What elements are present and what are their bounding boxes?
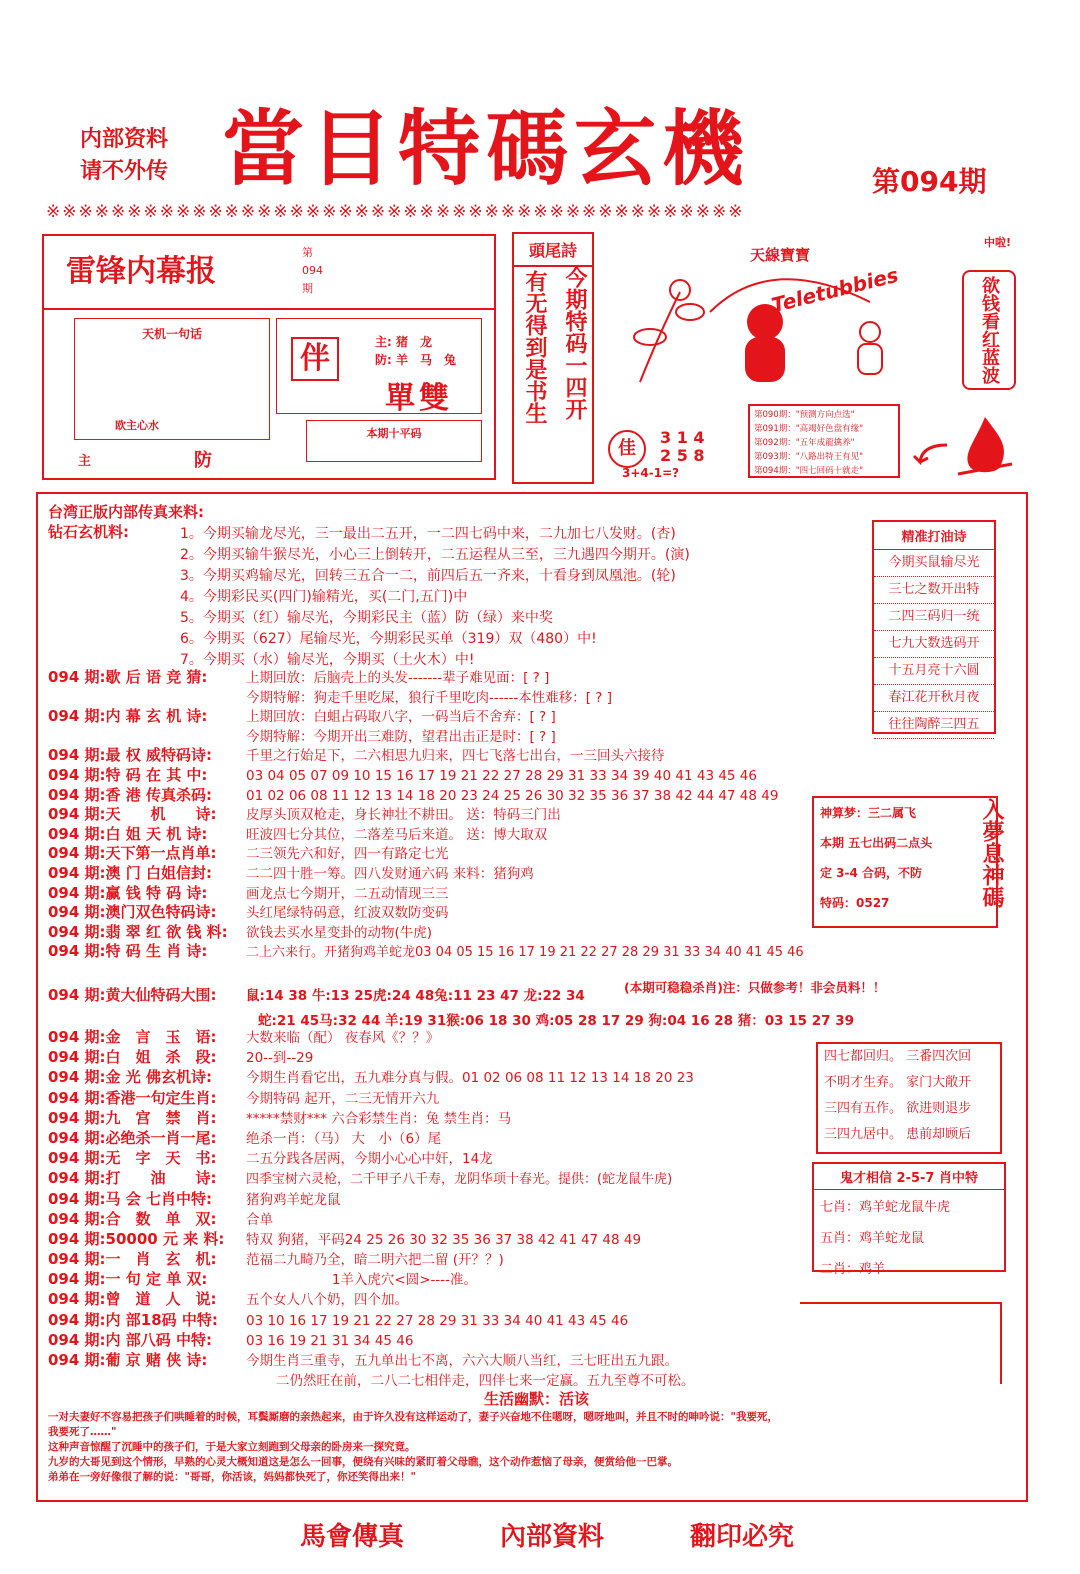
history-item: 第090期："预测方向点选" (754, 410, 855, 420)
page-title: 當目特碼玄機 (222, 101, 751, 197)
data-line (48, 1349, 808, 1369)
diamond-list (180, 524, 690, 671)
data-line (48, 940, 828, 960)
red-blue-banner: 欲钱看红蓝波 (962, 270, 1016, 390)
formula: 3+4-1=? (622, 466, 680, 480)
data-line (48, 1228, 808, 1248)
dream-line: 神算梦：三二属飞 (820, 806, 917, 820)
source-line: 钻石玄机料: (48, 523, 129, 541)
line-value: 1羊入虎穴<圆>----准。 (246, 1272, 478, 1289)
zhu-label: 主: (375, 335, 392, 349)
data-line (48, 1127, 808, 1147)
line-label: 094 期:合 数 单 双: (48, 1209, 217, 1228)
huangdaxian-note: (本期可稳稳杀肖)注：只做参考！非会员料！！ (624, 980, 886, 995)
line-value: 01 02 06 08 11 12 13 14 18 20 23 24 25 26 30 32 35 36 37 38 42 44 47 48 49 (246, 787, 779, 804)
humor-paragraph: 这种声音惊醒了沉睡中的孩子们，于是大家立刻跑到父母亲的卧房来一探究竟。 (48, 1441, 416, 1453)
ghost-line: 二肖：鸡羊 (820, 1262, 886, 1277)
data-line (48, 1046, 808, 1066)
line-value: 03 10 16 17 19 21 22 27 28 29 31 33 34 40 41 43 45 46 (246, 1312, 629, 1329)
teletubby-small-icon (858, 322, 882, 374)
poem-box (512, 232, 594, 484)
issue-label: 第 (302, 246, 313, 259)
fang-label: 防: (375, 353, 392, 367)
line-label: 094 期:打 油 诗: (48, 1169, 217, 1188)
line-value: 五个女人八个奶，四个加。 (246, 1292, 408, 1309)
line-value: 二上六来行。开猪狗鸡羊蛇龙03 04 05 15 16 17 19 21 22 27 28 29 31 33 34 40 41 45 46 (246, 945, 804, 961)
humor-paragraph: 弟弟在一旁好像很了解的说："哥哥，你活该，妈妈都快死了，你还笑得出来！" (48, 1471, 416, 1483)
humor-body (48, 1410, 788, 1485)
line-value: 03 04 05 07 09 10 15 16 17 19 21 22 27 28 29 31 33 34 39 40 41 43 45 46 (246, 767, 757, 784)
couplet-line: 三四有五作。 欲进则退步 (824, 1101, 972, 1116)
data-line (48, 1288, 808, 1308)
shima-title: 本期十平码 (366, 427, 422, 440)
ghost-title: 鬼才相信 2-5-7 肖中特 (814, 1164, 1004, 1190)
line-value: 今期特码 起开，二三无情开六九 (246, 1090, 440, 1107)
internal-note: 内部资料 (80, 127, 169, 152)
line-label: 094 期:马 会 七肖中特: (48, 1189, 212, 1208)
data-line (48, 803, 828, 823)
data-line (48, 784, 828, 804)
fang-row (375, 351, 456, 368)
line-value: 欲钱去买水星变卦的动物(牛虎) (246, 924, 433, 941)
huangdaxian-row2: 蛇:21 45马:32 44 羊:19 31猴:06 18 30 鸡:05 28 17 29 狗:04 16 28 猪：03 15 27 39 (258, 1013, 855, 1029)
single-double: 單雙 (385, 381, 453, 416)
side-poem-line: 春江花开秋月夜 (874, 685, 994, 712)
side-poem-title: 精准打油诗 (874, 522, 994, 550)
no-share-note: 请不外传 (80, 159, 169, 184)
side-poem-list (874, 550, 994, 739)
line-label: 094 期:内 幕 玄 机 诗: (48, 707, 208, 726)
data-line (48, 842, 828, 862)
huangdaxian-row1: 鼠:14 38 牛:13 25虎:24 48兔:11 23 47 龙:22 34 (246, 988, 585, 1004)
history-item: 第093期："八路出特王有见" (754, 452, 864, 462)
line-value: 今期特解：狗走千里吃屎，狼行千里吃肉------本性难移：[ ? ] (246, 689, 613, 706)
data-line (48, 1167, 808, 1187)
line-label: 094 期:金 光 佛玄机诗: (48, 1068, 212, 1087)
data-line (48, 1107, 808, 1127)
line-label: 094 期:50000 元 来 料: (48, 1229, 225, 1248)
line-value: 皮厚头顶双枪走，身长神壮不耕田。 送：特码三门出 (246, 807, 561, 824)
data-line (48, 1268, 808, 1288)
lines-block-2 (48, 1026, 808, 1389)
data-line (48, 1329, 808, 1349)
data-line (48, 725, 828, 745)
header-left-note (80, 124, 168, 188)
partner-box (276, 318, 482, 414)
diamond-item: 3。今期买鸡输尽光，回转三五合一二，前四后五一齐来，十看身到凤凰池。(轮) (180, 568, 676, 584)
line-value: 四季宝树六灵枪，二千甲子八千寿，龙阴华项十春光。提供：(蛇龙鼠牛虎) (246, 1172, 673, 1188)
xinshui-label: 欧主心水 (115, 419, 159, 432)
footer-internal: 內部資料 (500, 1522, 605, 1552)
line-value: 旺波四七分其位，二落差马后来道。 送：博大取双 (246, 826, 548, 843)
line-value: 今期特解：今期开出三难防，望君出击正是时：[ ? ] (246, 728, 556, 745)
dream-box (812, 796, 998, 928)
lines-block-1 (48, 666, 828, 960)
data-line (48, 1248, 808, 1268)
line-value: 二仍然旺在前，二八二七相伴走，四伴七来一定赢。五九至尊不可松。 (246, 1373, 695, 1390)
line-label: 094 期:天下第一点肖单: (48, 844, 217, 863)
fire-icon (950, 412, 1020, 482)
history-item: 第094期："四七回码十就走" (754, 466, 864, 476)
numbers-bottom: 2 5 8 (660, 446, 705, 465)
line-label: 094 期:白 姐 天 机 诗: (48, 824, 208, 843)
line-label: 094 期:内 部18码 中特: (48, 1310, 218, 1329)
data-line (48, 862, 828, 882)
side-poem-line: 七九大数选码开 (874, 631, 994, 658)
line-label: 094 期:天 机 诗: (48, 805, 217, 824)
line-label: 094 期:白 姐 杀 段: (48, 1048, 217, 1067)
line-value: 头红尾绿特码意，红波双数防变码 (246, 905, 449, 922)
data-line (48, 1026, 808, 1046)
issue-number: 第094期 (872, 165, 987, 198)
line-label: 094 期:必绝杀一肖一尾: (48, 1128, 217, 1147)
line-value: 今期生肖看它出，五九难分真与假。01 02 06 08 11 12 13 14 18 20 23 (246, 1070, 694, 1087)
line-value: 上期回放：白蛆占码取八字，一码当后不舍弃：[ ? ] (246, 709, 556, 726)
zhu-val: 猪 龙 (396, 335, 433, 349)
line-value: 二三领先六和好，四一有路定七光 (246, 846, 449, 863)
diamond-item: 4。今期彩民买(四门)输精光，买(二门,五门)中 (180, 589, 468, 605)
side-poem-line: 二四三码归一统 (874, 604, 994, 631)
issue-unit: 期 (302, 282, 313, 295)
line-label: 094 期:香港一句定生肖: (48, 1088, 217, 1107)
diamond-item: 2。今期买输牛猴尽光，小心三上倒转开，二五运程从三至，三九遇四今期开。(演) (180, 547, 690, 563)
diamond-item: 7。今期买（水）输尽光，今期买（土火木）中! (180, 652, 475, 668)
line-label: 094 期:澳 门 白姐信封: (48, 863, 212, 882)
footer-fax: 馬會傳真 (300, 1522, 405, 1552)
ghost-line: 五肖：鸡羊蛇龙鼠 (820, 1231, 925, 1246)
history-item: 第091期："高竭好色盘有缘" (754, 424, 864, 434)
panel-title: 雷锋内幕报 (66, 254, 216, 289)
line-label: 094 期:曾 道 人 说: (48, 1290, 217, 1309)
tianji-box (74, 318, 270, 440)
data-line (48, 921, 828, 941)
huangdaxian-label: 094 期:黄大仙特码大围: (48, 986, 217, 1004)
couplet-line: 三四九居中。 患前却顾后 (824, 1127, 972, 1142)
line-label: 094 期:内 部八码 中特: (48, 1330, 212, 1349)
dream-line: 特码：0527 (820, 896, 890, 910)
char-badge: 佳 (608, 430, 646, 468)
data-line (48, 764, 828, 784)
line-value: 绝杀一肖：（马） 大 小（6）尾 (246, 1130, 442, 1147)
line-label: 094 期:赢 钱 特 码 诗: (48, 883, 208, 902)
line-value: 特双 狗猪，平码24 25 26 30 32 35 36 37 38 42 41 47 48 49 (246, 1231, 642, 1248)
side-poem-line: 三七之数开出特 (874, 577, 994, 604)
data-line (48, 1147, 808, 1167)
data-line (48, 705, 828, 725)
numbers-top: 3 1 4 (660, 428, 705, 447)
line-value: 03 16 19 21 31 34 45 46 (246, 1332, 414, 1349)
line-value: 范福二九畸乃全，暗二明六把二留 (开？？) (246, 1252, 504, 1269)
line-value: 猪狗鸡羊蛇龙鼠 (246, 1191, 341, 1208)
arrow-icon (912, 440, 952, 470)
shima-box (306, 420, 482, 462)
dream-line: 本期 五七出码二点头 (820, 836, 933, 850)
side-poem-line: 十五月亮十六圆 (874, 658, 994, 685)
data-line (48, 823, 828, 843)
humor-paragraph: 九岁的大哥见到这个情形，早熟的心灵大概知道这是怎么一回事，便绕有兴味的紧盯着父母瞧，这个动作惹恼了母亲，便赏给他一巴掌。 (48, 1456, 678, 1468)
line-label: 094 期:一 句 定 单 双: (48, 1270, 208, 1289)
line-label: 094 期:特 码 生 肖 诗: (48, 942, 208, 961)
tianji-title: 天机一句话 (141, 327, 202, 341)
data-line (48, 882, 828, 902)
dream-title: 入夢息神碼 (979, 798, 1005, 908)
side-poem-box (872, 520, 996, 734)
data-line (48, 686, 828, 706)
teletubbies-cn: 天線寶寶 (750, 246, 811, 264)
ghost-box (812, 1162, 1006, 1277)
data-line (48, 1087, 808, 1107)
flower-icon (634, 280, 704, 382)
data-line (48, 1066, 808, 1086)
line-value: 二五分践各居两，今期小心心中奸，14龙 (246, 1151, 493, 1168)
data-line (48, 1208, 808, 1228)
panel-issue (302, 244, 323, 298)
poem-col-left: 有无得到是书生 (522, 270, 547, 424)
poem-col-right: 今期特码一四开 (562, 266, 587, 420)
ghost-line: 七肖：鸡羊蛇龙鼠牛虎 (820, 1200, 951, 1215)
right-bracket (800, 1302, 1002, 1384)
teletubbies-area (600, 232, 940, 482)
line-label: 094 期:歇 后 语 竞 猜: (48, 668, 208, 686)
diamond-item: 6。今期买（627）尾输尽光，今期彩民买单（319）双（480）中! (180, 631, 597, 647)
data-line (48, 1188, 808, 1208)
source-line: 台湾正版内部传真来料: (48, 503, 204, 521)
humor-title: 生活幽默：活该 (484, 1390, 590, 1408)
side-poem-line: 往往陶醉三四五 (874, 712, 994, 739)
side-poem-line: 今期买鼠输尽光 (874, 550, 994, 577)
line-value: 二二四十胜一筹。四八发财通六码 来料：猪狗鸡 (246, 865, 534, 882)
data-line (48, 666, 828, 686)
line-label: 094 期:澳门双色特码诗: (48, 903, 217, 922)
line-label: 094 期:翡 翠 红 欲 钱 料: (48, 922, 228, 941)
right-top-note: 中啦! (984, 236, 1012, 249)
dream-line: 定 3-4 合码，不防 (820, 866, 923, 880)
line-value: *****禁财*** 六合彩禁生肖：兔 禁生肖：马 (246, 1110, 512, 1127)
couplet-box (816, 1042, 1002, 1154)
line-label: 094 期:最 权 威特码诗: (48, 746, 212, 765)
zhu-mark: 主 (78, 454, 92, 469)
teletubbies-en: Teletubbies (769, 262, 901, 318)
leifeng-panel (42, 234, 496, 480)
line-label: 094 期:九 宫 禁 肖: (48, 1108, 217, 1127)
huangdaxian-block (48, 980, 988, 1029)
couplet-line: 不明才生弃。 家门大敞开 (824, 1075, 972, 1090)
line-value: 20--到--29 (246, 1050, 314, 1067)
poem-header: 頭尾詩 (514, 234, 592, 267)
history-item: 第092期："五年成龍擒养" (754, 438, 855, 448)
data-line (48, 901, 828, 921)
line-value: 大数来临（配） 夜春风《？？》 (246, 1030, 440, 1046)
star-divider: ※※※※※※※※※※※※※※※※※※※※※※※※※※※※※※※※※※※※※※※※※※※ (46, 202, 745, 222)
line-value: 今期生肖三重寺，五九单出七不离，六六大顺八当红，三七旺出五九跟。 (246, 1353, 678, 1369)
line-label: 094 期:特 码 在 其 中: (48, 765, 208, 784)
humor-paragraph: 一对夫妻好不容易把孩子们哄睡着的时候，耳鬓厮磨的亲热起来，由于许久没有这样运动了，妻子兴奋地不住嗯呀，嗯呀地叫，并且不时的呻吟说："我要死，我要死了……" (48, 1411, 778, 1438)
diamond-item: 5。今期买（红）输尽光，今期彩民主（蓝）防（绿）来中奖 (180, 610, 553, 626)
line-label: 094 期:一 肖 玄 机: (48, 1250, 217, 1269)
history-box (748, 404, 900, 478)
partner-char: 伴 (291, 337, 339, 381)
line-value: 画龙点七今期开，二五动情现三三 (246, 885, 449, 902)
fang-mark: 防 (194, 450, 212, 471)
couplet-line: 四七都回归。 三番四次回 (824, 1049, 972, 1064)
line-value: 上期回放：后脑壳上的头发-------辈子难见面：[ ? ] (246, 670, 550, 686)
line-label: 094 期:葡 京 赌 侠 诗: (48, 1351, 208, 1369)
divider-line (44, 308, 494, 310)
data-line (48, 1309, 808, 1329)
footer-copyright: 翻印必究 (690, 1522, 795, 1552)
data-line (48, 1369, 808, 1389)
line-value: 合单 (246, 1211, 273, 1228)
data-line (48, 744, 828, 764)
line-label: 094 期:香 港 传真杀码: (48, 785, 212, 804)
fang-val: 羊 马 兔 (396, 353, 457, 367)
issue-num: 094 (302, 264, 323, 277)
line-value: 千里之行始足下，二六相思九归来，四七飞落七出台，一三回头六接待 (246, 748, 665, 765)
zhu-row (375, 333, 432, 350)
diamond-item: 1。今期买输龙尽光，三一最出二五开，一二四七码中来，二九加七八发财。(杏) (180, 526, 676, 542)
line-label: 094 期:无 字 天 书: (48, 1149, 217, 1168)
line-label: 094 期:金 言 玉 语: (48, 1028, 217, 1046)
